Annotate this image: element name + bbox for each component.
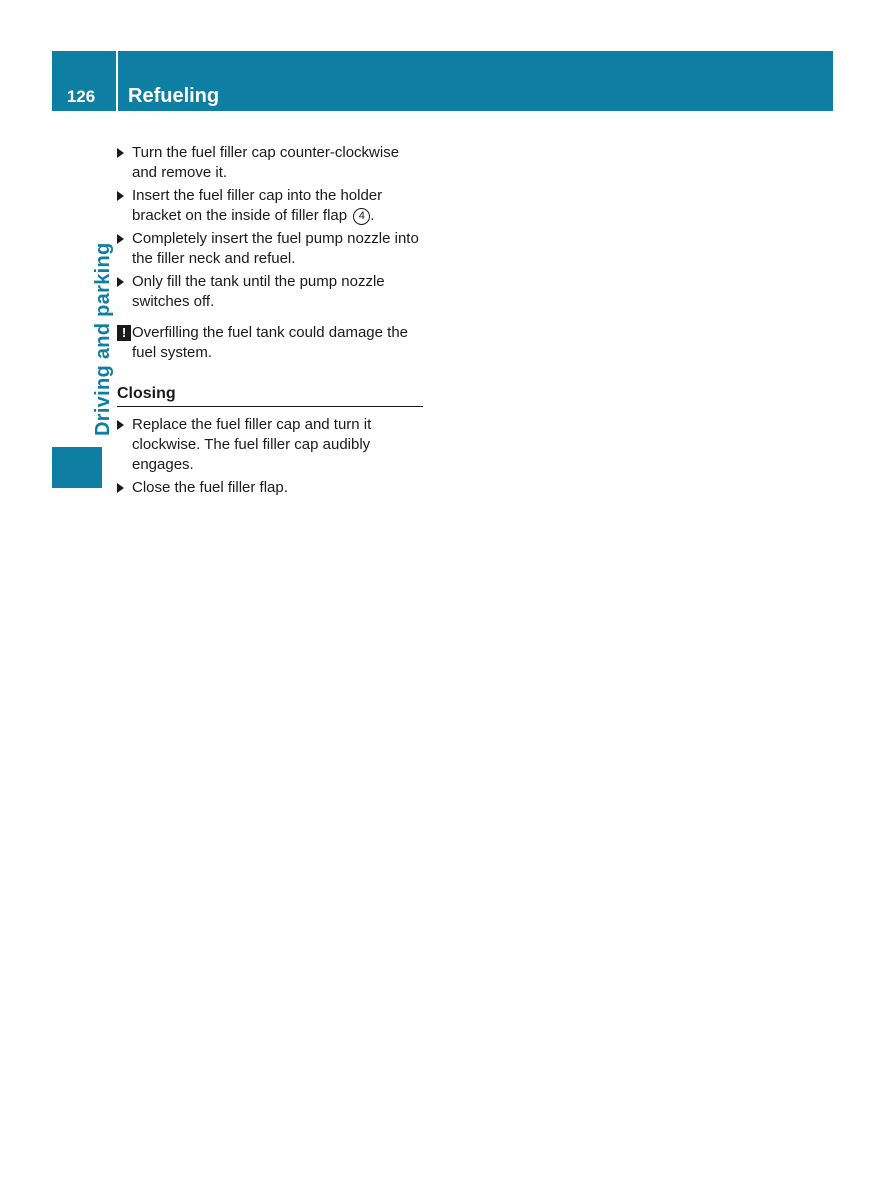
warning-note [117, 323, 423, 363]
instruction-step [117, 272, 423, 312]
arrow-right-icon [117, 483, 124, 493]
arrow-right-icon [117, 148, 124, 158]
instruction-step [117, 415, 423, 475]
warning-icon: ! [117, 325, 131, 341]
instruction-step [117, 143, 423, 183]
page-number: 126 [66, 87, 96, 106]
instruction-step [117, 478, 423, 498]
instruction-step [117, 229, 423, 269]
arrow-right-icon [117, 191, 124, 201]
section-heading-closing: Closing [117, 383, 423, 407]
arrow-right-icon [117, 234, 124, 244]
instruction-step [117, 186, 423, 226]
step-text: Turn the fuel filler cap counter-clockwise and remove it. [132, 144, 400, 181]
step-suffix: . [370, 207, 375, 224]
step-text: Close the fuel filler flap. [132, 479, 288, 496]
step-text: Replace the fuel filler cap and turn it clockwise. The fuel filler cap audibly engages. [132, 416, 372, 473]
step-text: Only fill the tank until the pump nozzle switches off. [132, 273, 385, 310]
arrow-right-icon [117, 277, 124, 287]
reference-number: 4 [353, 208, 370, 225]
arrow-right-icon [117, 420, 124, 430]
page-title: Refueling [128, 85, 220, 107]
step-text: Completely insert the fuel pump nozzle into the filler neck and refuel. [132, 230, 419, 267]
warning-text: Overfilling the fuel tank could damage the fuel system. [132, 324, 408, 361]
side-tab-label: Driving and parking [92, 242, 114, 436]
side-tab-marker [52, 447, 102, 488]
header-divider [116, 51, 118, 111]
step-text: Insert the fuel filler cap into the holder bracket on the inside of filler flap [132, 187, 383, 224]
content-column [117, 143, 423, 501]
